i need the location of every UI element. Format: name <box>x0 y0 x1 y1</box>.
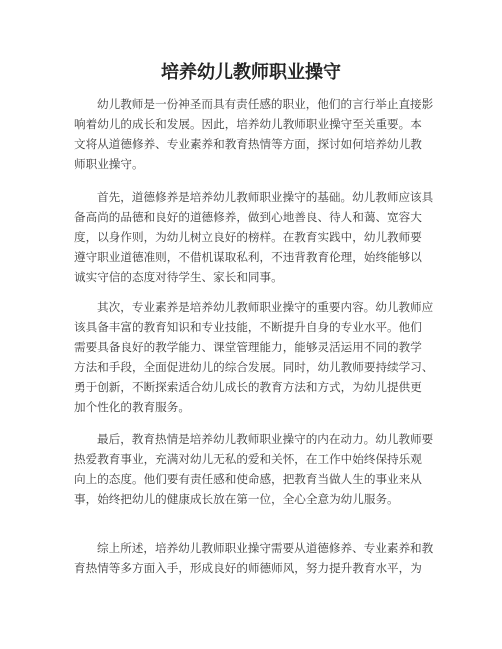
text-line: 度，以身作则，为幼儿树立良好的榜样。在教育实践中，幼儿教师要 <box>74 230 422 244</box>
text-line: 方法和手段，全面促进幼儿的综合发展。同时，幼儿教师要持续学习、 <box>74 360 434 374</box>
paragraph-professional-quality <box>74 297 446 417</box>
text-line: 需要具备良好的教学能力、课堂管理能力，能够灵活运用不同的教学 <box>74 340 422 354</box>
text-line: 幼儿教师是一份神圣而具有责任感的职业，他们的言行举止直接影 <box>97 97 434 111</box>
text-line: 勇于创新，不断探索适合幼儿成长的教育方法和方式，为幼儿提供更 <box>74 380 422 394</box>
text-line: 向上的态度。他们要有责任感和使命感，把教育当做人生的事业来从 <box>74 472 422 486</box>
paragraph-intro <box>74 94 446 174</box>
text-line: 文将从道德修养、专业素养和教育热情等方面，探讨如何培养幼儿教 <box>74 137 422 151</box>
paragraph-conclusion <box>74 538 446 578</box>
text-line: 最后，教育热情是培养幼儿教师职业操守的内在动力。幼儿教师要 <box>97 432 434 446</box>
text-line: 备高尚的品德和良好的道德修养，做到心地善良、待人和蔼、宽容大 <box>74 210 422 224</box>
text-line: 首先，道德修养是培养幼儿教师职业操守的基础。幼儿教师应该具 <box>97 190 434 204</box>
text-line: 事，始终把幼儿的健康成长放在第一位，全心全意为幼儿服务。 <box>74 492 399 506</box>
text-line: 育热情等多方面入手，形成良好的师德师风，努力提升教育水平，为 <box>74 561 422 575</box>
text-line: 师职业操守。 <box>74 157 144 171</box>
paragraph-moral-cultivation <box>74 187 446 287</box>
text-line: 加个性化的教育服务。 <box>74 400 190 414</box>
text-line: 其次，专业素养是培养幼儿教师职业操守的重要内容。幼儿教师应 <box>97 300 434 314</box>
text-line: 遵守职业道德准则，不借机谋取私利，不违背教育伦理，始终能够以 <box>74 250 422 264</box>
text-line: 诚实守信的态度对待学生、家长和同事。 <box>74 270 283 284</box>
paragraph-educational-passion <box>74 429 446 509</box>
text-line: 响着幼儿的成长和发展。因此，培养幼儿教师职业操守至关重要。本 <box>74 117 422 131</box>
text-line: 该具备丰富的教育知识和专业技能，不断提升自身的专业水平。他们 <box>74 320 422 334</box>
text-line: 热爱教育事业，充满对幼儿无私的爱和关怀，在工作中始终保持乐观 <box>74 452 422 466</box>
text-line: 综上所述，培养幼儿教师职业操守需要从道德修养、专业素养和教 <box>97 541 434 555</box>
document-title: 培养幼儿教师职业操守 <box>161 62 341 83</box>
